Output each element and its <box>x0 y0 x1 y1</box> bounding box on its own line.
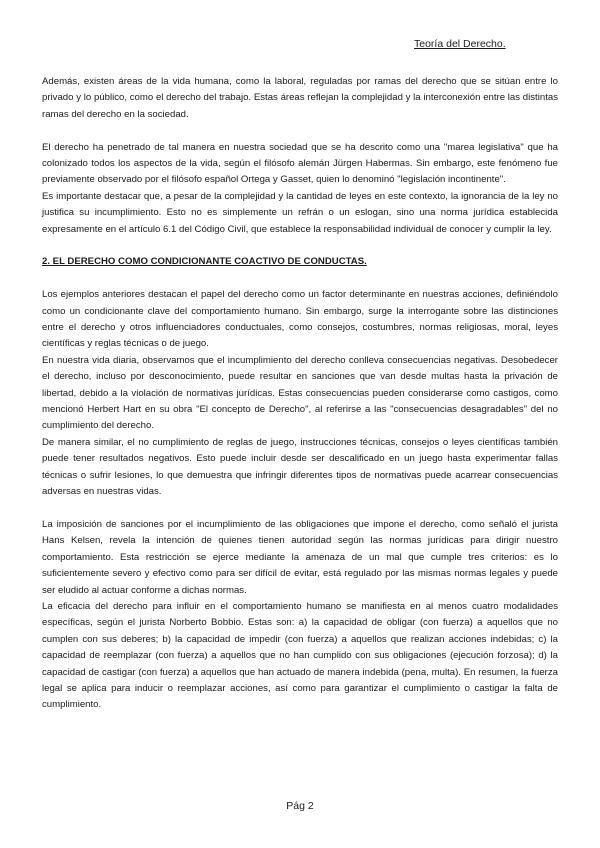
paragraph-gap <box>42 238 558 254</box>
paragraph-other-norms: De manera similar, el no cumplimiento de reglas de juego, instrucciones técnicas, consejos o leyes científicas también puede tener resultados negativos. Esto puede incluir desde ser descalificado en un juego hasta experimentar fallas técnicas o sufrir lesiones, lo que demuestra que infringir diferentes tipos de normativas puede acarrear consecuencias adversas en nuestras vidas. <box>42 436 558 498</box>
paragraph-law-as-conditioner: Los ejemplos anteriores destacan el papel del derecho como un factor determinante en nuestras acciones, definiéndolo como un condicionante clave del comportamiento humano. Sin embargo, surge la interrogante sobre las distinciones entre el derecho y otros influenciadores conductuales, como consejos, costumbres, normas religiosas, moral, leyes científicas y reglas técnicas o de juego. <box>42 289 558 350</box>
paragraph-bobbio-modalities: La eficacia del derecho para influir en el comportamiento humano se manifiesta en al menos cuatro modalidades específicas, según el jurista Norberto Bobbio. Estas son: a) la capacidad de obligar (con fuerza) a aquellos que no cumplen con sus deberes; b) la capacidad de impedir (con fuerza) a aquellos que realizan acciones indebidas; c) la capacidad de reemplazar (con fuerza) a aquellos que no han cumplido con sus obligaciones (ejecución forzosa); d) la capacidad de castigar (con fuerza) a aquellos que han actuado de manera indebida (pena, multa). En resumen, la fuerza legal se aplica para inducir o reemplazar acciones, así como para garantizar el cumplimiento o castigar la falta de cumplimiento. <box>42 600 558 711</box>
paragraph-kelsen-sanctions: La imposición de sanciones por el incumplimiento de las obligaciones que impone el derecho, como señaló el jurista Hans Kelsen, revela la intención de quienes tienen autoridad según las normas jurídicas para dirigir nuestro comportamiento. Esta restricción se ejerce mediante la amenaza de un mal que cumple tres criterios: es lo suficientemente severo y efectivo como para ser difícil de evitar, está regulado por las mismas normas legales y puede ser eludido al actuar conforme a dichas normas. <box>42 518 558 596</box>
section-heading: 2. EL DERECHO COMO CONDICIONANTE COACTIVO DE CONDUCTAS. <box>42 256 367 268</box>
paragraph-legislative-tide: El derecho ha penetrado de tal manera en nuestra sociedad que se ha descrito como una "marea legislativa" que ha colonizado todos los aspectos de la vida, según el filósofo alemán Jürgen Habermas. Sin embargo, este fenómeno fue previamente observado por el filósofo español Ortega y Gasset, quien lo denominó "legislación incontinente". <box>42 141 558 186</box>
page-header-title: Teoría del Derecho. <box>414 38 506 50</box>
paragraph-ignorance-of-law: Es importante destacar que, a pesar de la complejidad y la cantidad de leyes en este contexto, la ignorancia de la ley no justifica su incumplimiento. Esto no es simplemente un refrán o un eslogan, sino una norma jurídica establecida expresamente en el artículo 6.1 del Código Civil, que establece la responsabilidad individual de conocer y cumplir la ley. <box>42 190 558 235</box>
document-body <box>42 74 558 714</box>
paragraph-gap <box>42 123 558 139</box>
paragraph-labor-law: Además, existen áreas de la vida humana, como la laboral, reguladas por ramas del derecho que se sitúan entre lo privado y lo público, como el derecho del trabajo. Estas áreas reflejan la complejidad y la interconexión entre las distintas ramas del derecho en la sociedad. <box>42 76 558 120</box>
paragraph-gap <box>42 271 558 287</box>
paragraph-negative-consequences: En nuestra vida diaria, observamos que el incumplimiento del derecho conlleva consecuencias negativas. Desobedecer el derecho, incluso por desconocimiento, puede resultar en sanciones que van desde multas hasta la privación de libertad, debido a la violación de normativas jurídicas. Estas consecuencias pueden considerarse como castigos, como mencionó Herbert Hart en su obra "El concepto de Derecho", al referirse a las "consecuencias desagradables" del no cumplimiento del derecho. <box>42 354 558 432</box>
paragraph-gap <box>42 501 558 517</box>
page-number: Pág 2 <box>286 800 314 812</box>
